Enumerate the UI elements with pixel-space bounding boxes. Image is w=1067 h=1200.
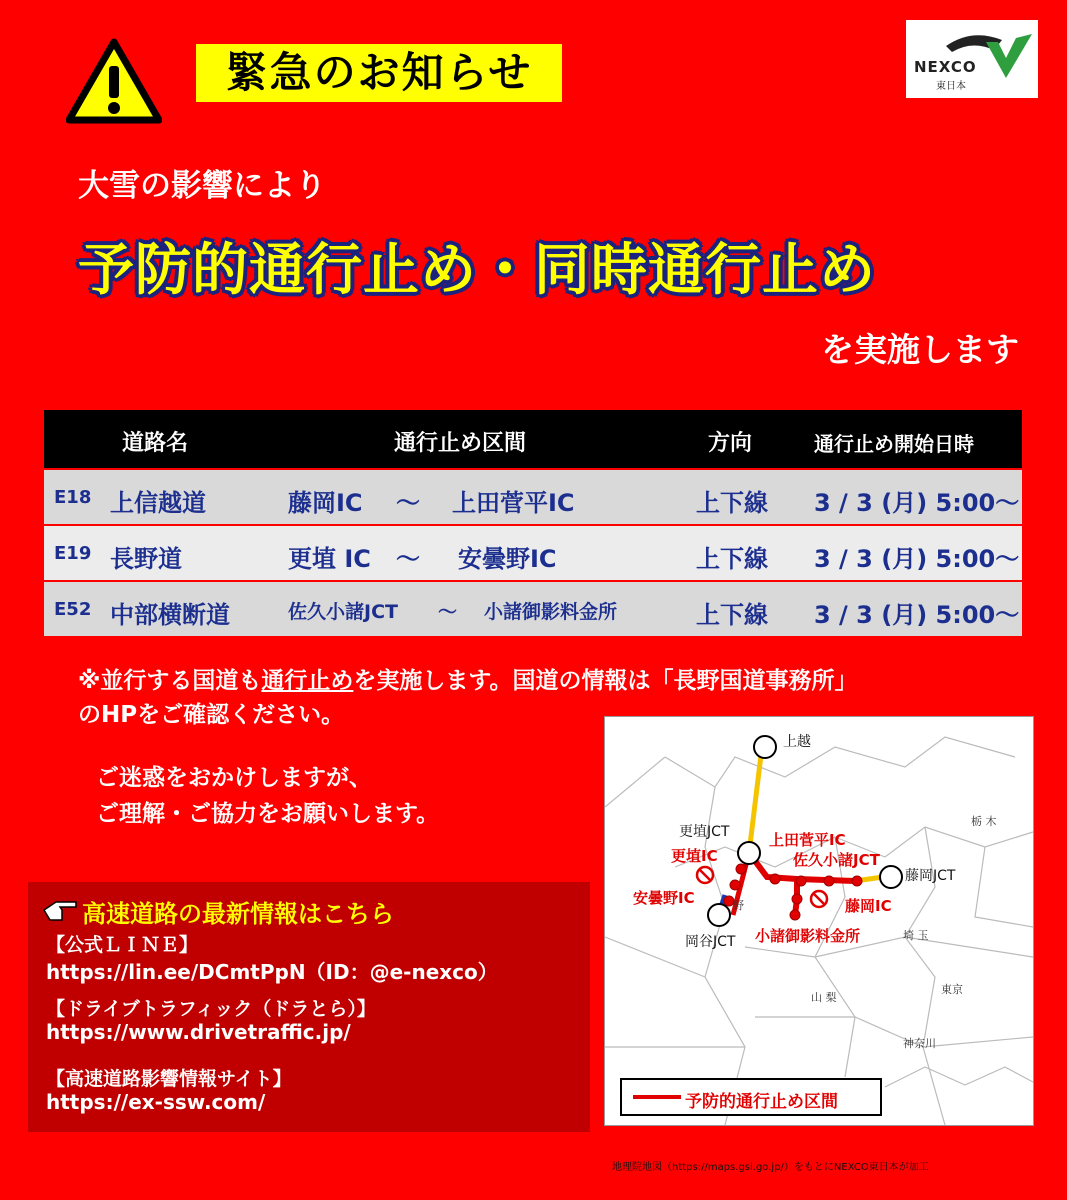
- lead-text: 大雪の影響により: [78, 168, 326, 204]
- line-link[interactable]: https://lin.ee/DCmtPpN（ID：@e-nexco）: [46, 960, 498, 984]
- table-header: [44, 410, 1022, 468]
- table-row: [44, 468, 1022, 524]
- logo-text: NEXCO: [914, 58, 977, 76]
- road-name: 長野道: [110, 545, 182, 573]
- apology-line: ご理解・ご協力をお願いします。: [96, 801, 440, 827]
- start-time: 3 / 3 (月) 5:00～: [814, 545, 1020, 573]
- section-sep: ～: [396, 489, 420, 517]
- map-label-kobanic: 更埴IC: [671, 847, 718, 865]
- apology-line: ご迷惑をおかけしますが、: [96, 765, 372, 791]
- line-heading: 【公式ＬＩＮＥ】: [46, 934, 199, 956]
- map-credit: 地理院地図（https://maps.gsi.go.jp/）をもとにNEXCO東日本が加工: [612, 1162, 929, 1173]
- map-label-ueda: 上田菅平IC: [769, 831, 846, 849]
- ssw-heading: 【高速道路影響情報サイト】: [46, 1068, 292, 1090]
- pointing-hand-icon: [42, 896, 78, 924]
- road-code: E19: [54, 543, 92, 564]
- direction: 上下線: [696, 601, 768, 629]
- drivetraffic-heading: 【ドライブトラフィック（ドラとら）】: [46, 998, 376, 1020]
- start-time: 3 / 3 (月) 5:00～: [814, 601, 1020, 629]
- map-label-saitama: 埼 玉: [903, 929, 929, 942]
- table-row: [44, 524, 1022, 580]
- closure-map: [604, 716, 1034, 1126]
- urgent-notice-title: 緊急のお知らせ: [196, 44, 562, 102]
- header-section: 通行止め区間: [394, 431, 527, 456]
- map-label-joetsu: 上越: [783, 734, 811, 750]
- header-road: 道路名: [122, 431, 189, 456]
- section-from: 藤岡IC: [288, 489, 363, 517]
- info-title: 高速道路の最新情報はこちら: [82, 900, 394, 928]
- map-label-yamanashi: 山 梨: [811, 991, 837, 1004]
- closure-table: [44, 410, 1022, 636]
- note-text: を実施します。国道の情報は「長野国道事務所」: [353, 668, 858, 694]
- note-text: のHPをご確認ください。: [78, 702, 345, 728]
- section-to: 小諸御影料金所: [484, 601, 618, 623]
- map-label-komoro: 小諸御影料金所: [755, 927, 861, 945]
- road-code: E18: [54, 487, 92, 508]
- logo-subtext: 東日本: [936, 81, 966, 92]
- headline-tail: を実施します: [821, 330, 1019, 369]
- direction: 上下線: [696, 545, 768, 573]
- section-from: 佐久小諸JCT: [288, 601, 398, 623]
- section-to: 安曇野IC: [458, 545, 557, 573]
- section-sep: ～: [396, 545, 420, 573]
- map-label-fujiokajct: 藤岡JCT: [905, 868, 956, 884]
- header-direction: 方向: [708, 431, 753, 456]
- map-label-fujiokaic: 藤岡IC: [845, 897, 892, 915]
- map-label-azumino: 安曇野IC: [633, 889, 695, 907]
- map-label-tokyo: 東京: [941, 983, 963, 996]
- section-from: 更埴 IC: [288, 545, 371, 573]
- drivetraffic-link[interactable]: https://www.drivetraffic.jp/: [46, 1020, 351, 1044]
- table-row: [44, 580, 1022, 636]
- map-drawing: [605, 717, 1033, 1125]
- map-label-tochigi: 栃 木: [971, 815, 997, 828]
- map-legend: 予防的通行止め区間: [685, 1092, 838, 1112]
- warning-icon: [66, 38, 162, 124]
- note-underlined: 通行止め: [261, 668, 354, 694]
- road-name: 上信越道: [110, 489, 206, 517]
- ssw-link[interactable]: https://ex-ssw.com/: [46, 1090, 266, 1114]
- direction: 上下線: [696, 489, 768, 517]
- info-box: [28, 882, 590, 1132]
- start-time: 3 / 3 (月) 5:00～: [814, 489, 1020, 517]
- note-text: ※並行する国道も: [78, 668, 262, 694]
- road-name: 中部横断道: [110, 601, 230, 629]
- map-label-kobanjct: 更埴JCT: [679, 824, 730, 840]
- nexco-logo: [906, 20, 1038, 98]
- map-label-kanagawa: 神奈川: [903, 1037, 936, 1050]
- map-label-nagano: 野: [733, 899, 744, 912]
- map-label-okayajct: 岡谷JCT: [685, 934, 736, 950]
- map-label-saku: 佐久小諸JCT: [793, 851, 880, 869]
- apology-text: [96, 760, 439, 832]
- section-to: 上田菅平IC: [452, 489, 575, 517]
- headline: 予防的通行止め・同時通行止め: [78, 238, 876, 303]
- road-code: E52: [54, 599, 92, 620]
- header-start: 通行止め開始日時: [814, 432, 974, 456]
- section-sep: ～: [438, 601, 458, 623]
